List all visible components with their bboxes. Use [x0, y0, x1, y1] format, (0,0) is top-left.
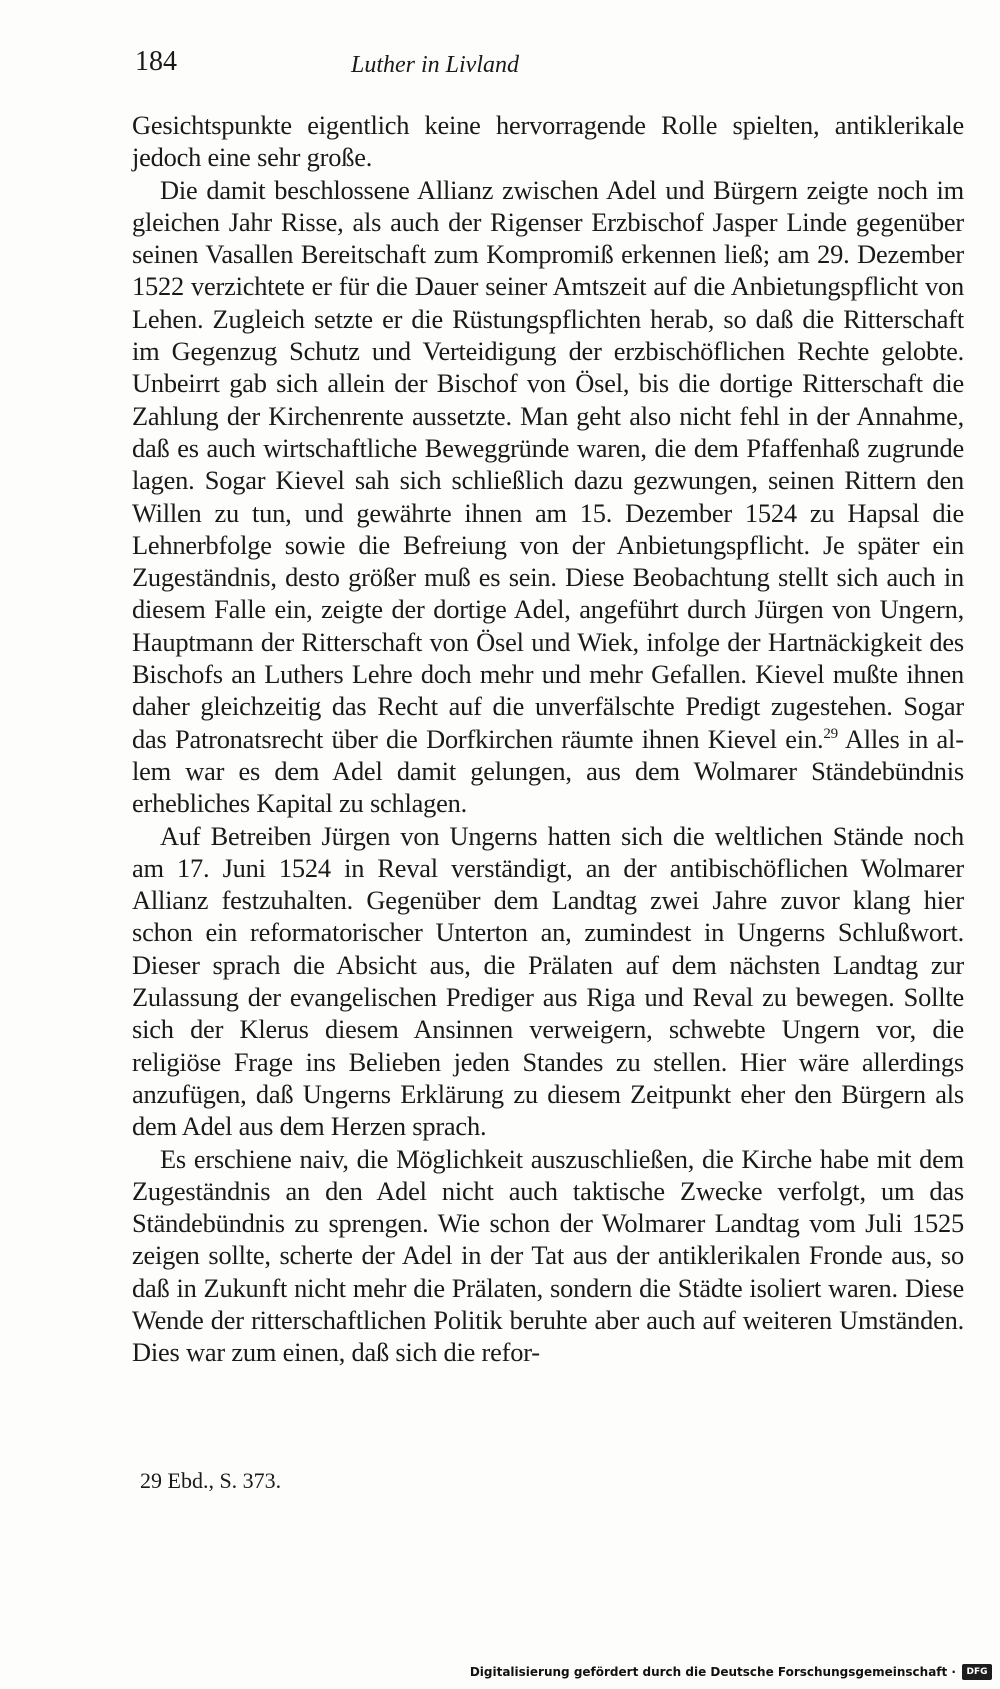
digitization-credit	[470, 1661, 992, 1683]
dfg-logo-icon: DFG	[962, 1664, 992, 1680]
paragraph-2-text: Die damit beschlossene Allianz zwischen Adel und Bürgern zeigte noch im gleichen Jahr Risse, als auch der Rigenser Erzbischof Jasper Linde gegenüber seinen Vasallen Bereitschaft zum Kompromiß erkennen ließ; am 29. Dezember 1522 verzichtete er für die Dauer seiner Amtszeit auf die Anbietungspflicht von Lehen. Zugleich setzte er die Rüstungspflichten herab, so daß die Ritterschaft im Gegenzug Schutz und Verteidigung der erzbischöflichen Rechte gelobte. Unbeirrt gab sich allein der Bischof von Ösel, bis die dortige Ritterschaft die Zahlung der Kirchenrente aussetzte. Man geht also nicht fehl in der Annahme, daß es auch wirtschaftliche Beweggründe waren, die dem Pfaffenhaß zugrunde lagen. Sogar Kievel sah sich schließlich dazu gezwungen, seinen Rittern den Willen zu tun, und gewährte ihnen am 15. Dezember 1524 zu Hapsal die Lehnerbfolge sowie die Befreiung von der Anbietungspflicht. Je später ein Zugeständnis, desto größer muß es sein. Diese Beobachtung stellt sich auch in diesem Falle ein, zeigte der dortige Adel, angeführt durch Jürgen von Ungern, Hauptmann der Ritterschaft von Ösel und Wiek, infolge der Hartnäckigkeit des Bischofs an Luthers Lehre doch mehr und mehr Gefallen. Kievel mußte ihnen daher gleichzeitig das Recht auf die unverfälschte Predigt zugestehen. Sogar das Patronatsrecht über die Dorfkirchen räumte ihnen Kievel ein.	[132, 174, 964, 754]
paragraph-1: Gesichtspunkte eigentlich keine hervorragende Rolle spielten, antiklerikale jedoch eine sehr große.	[132, 110, 964, 173]
footnote: 29 Ebd., S. 373.	[140, 1468, 282, 1493]
digitization-note: Digitalisierung gefördert durch die Deutsche Forschungsgemeinschaft ·	[469, 1665, 956, 1679]
paragraph-2-continued: Alles in allem war es dem Adel damit gelungen, aus dem Wolmarer Ständebündnis erhebliches Kapital zu schlagen.	[132, 723, 964, 819]
paragraph-2	[132, 174, 964, 820]
footnote-reference: 29	[823, 725, 838, 742]
running-title: Luther in Livland	[350, 52, 519, 78]
page-header	[135, 46, 865, 86]
paragraph-3: Auf Betreiben Jürgen von Ungerns hatten sich die weltlichen Stände noch am 17. Juni 1524 in Reval verständigt, an der antibischöflichen Wolmarer Allianz festzuhalten. Gegenüber dem Landtag zwei Jahre zuvor klang hier schon ein reformatorischer Unterton an, zumindest in Ungerns Schlußwort. Dieser sprach die Absicht aus, die Prälaten auf dem nächsten Landtag zur Zulassung der evangelischen Prediger aus Riga und Reval zu bewegen. Sollte sich der Klerus diesem Ansinnen verweigern, schwebte Ungern vor, die religiöse Frage ins Belieben jeden Standes zu stellen. Hier wäre allerdings anzufügen, daß Ungerns Erklärung zu diesem Zeitpunkt eher den Bürgern als dem Adel aus dem Herzen sprach.	[132, 820, 964, 1142]
page-number: 184	[135, 46, 177, 77]
paragraph-4: Es erschiene naiv, die Möglichkeit auszuschließen, die Kirche habe mit dem Zugeständnis an den Adel nicht auch taktische Zwecke verfolgt, um das Ständebündnis zu sprengen. Wie schon der Wolmarer Landtag vom Juli 1525 zeigen sollte, scherte der Adel in der Tat aus der antiklerikalen Fronde aus, so daß in Zukunft nicht mehr die Prälaten, sondern die Städte isoliert waren. Diese Wende der ritterschaftlichen Politik beruhte aber auch auf weiteren Umständen. Dies war zum einen, daß sich die refor-	[132, 1143, 964, 1368]
body-text	[132, 109, 964, 1369]
